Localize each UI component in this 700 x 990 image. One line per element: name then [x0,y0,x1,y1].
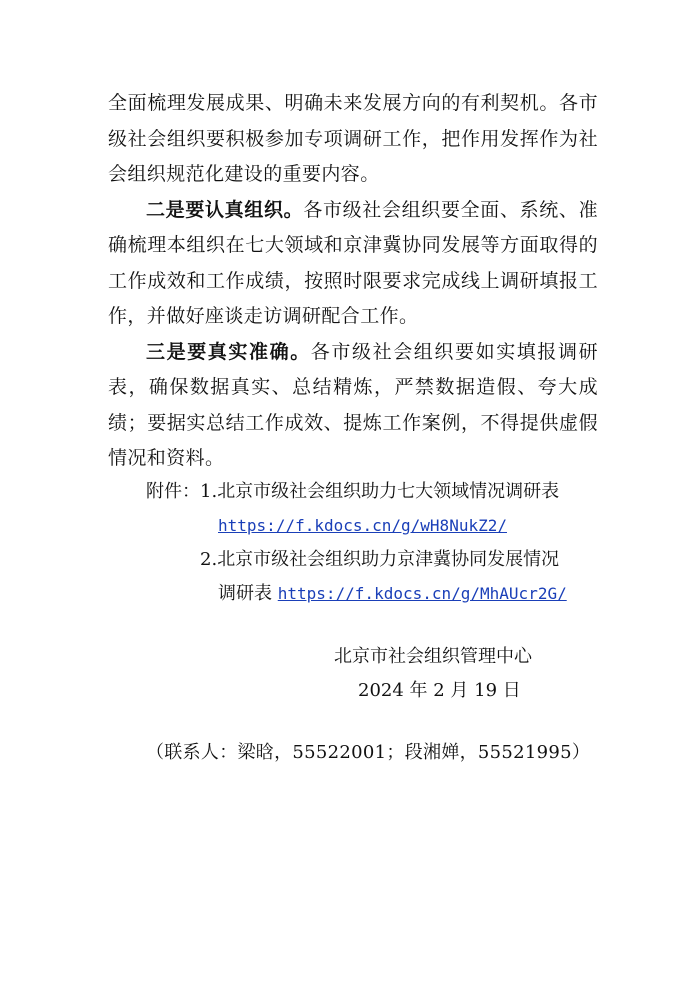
paragraph-3 [108,335,598,477]
paragraph-2-body: 各市级社会组织要全面、系统、准确梳理本组织在七大领域和京津冀协同发展等方面取得的工作成效和工作成绩，按照时限要求完成线上调研填报工作，并做好座谈走访调研配合工作。 [108,198,598,327]
body-text [108,86,598,477]
attachment-label: 附件： [146,481,200,502]
paragraph-2 [108,193,598,335]
signature-org: 北京市社会组织管理中心 [334,646,532,667]
paragraph-1: 全面梳理发展成果、明确未来发展方向的有利契机。各市级社会组织要积极参加专项调研工作，把作用发挥作为社会组织规范化建设的重要内容。 [108,92,598,185]
attachment-1-link-row [146,509,567,543]
attachment-1-title: 北京市级社会组织助力七大领域情况调研表 [217,481,560,502]
attachment-2-title-line2: 调研表 [218,583,272,604]
attachment-1-number: 1. [200,481,218,502]
paragraph-3-lead: 三是要真实准确。 [146,340,311,363]
attachment-2-link[interactable]: https://f.kdocs.cn/g/MhAUcr2G/ [277,584,567,603]
signature-date: 2024 年 2 月 19 日 [358,680,521,701]
attachment-1 [146,475,567,509]
attachment-1-link[interactable]: https://f.kdocs.cn/g/wH8NukZ2/ [218,516,507,535]
paragraph-2-lead: 二是要认真组织。 [146,198,304,221]
attachment-2-number: 2. [200,549,218,570]
attachment-2-line2 [146,577,567,611]
attachment-2-title-line1: 北京市级社会组织助力京津冀协同发展情况 [217,549,560,570]
paragraph-3-body: 各市级社会组织要如实填报调研表，确保数据真实、总结精炼，严禁数据造假、夸大成绩；要据实总结工作成效、提炼工作案例，不得提供虚假情况和资料。 [108,340,598,469]
contact-info: （联系人：梁晗，55522001；段湘婵，55521995） [146,742,591,763]
attachment-list [146,475,567,611]
attachment-2 [146,543,567,577]
